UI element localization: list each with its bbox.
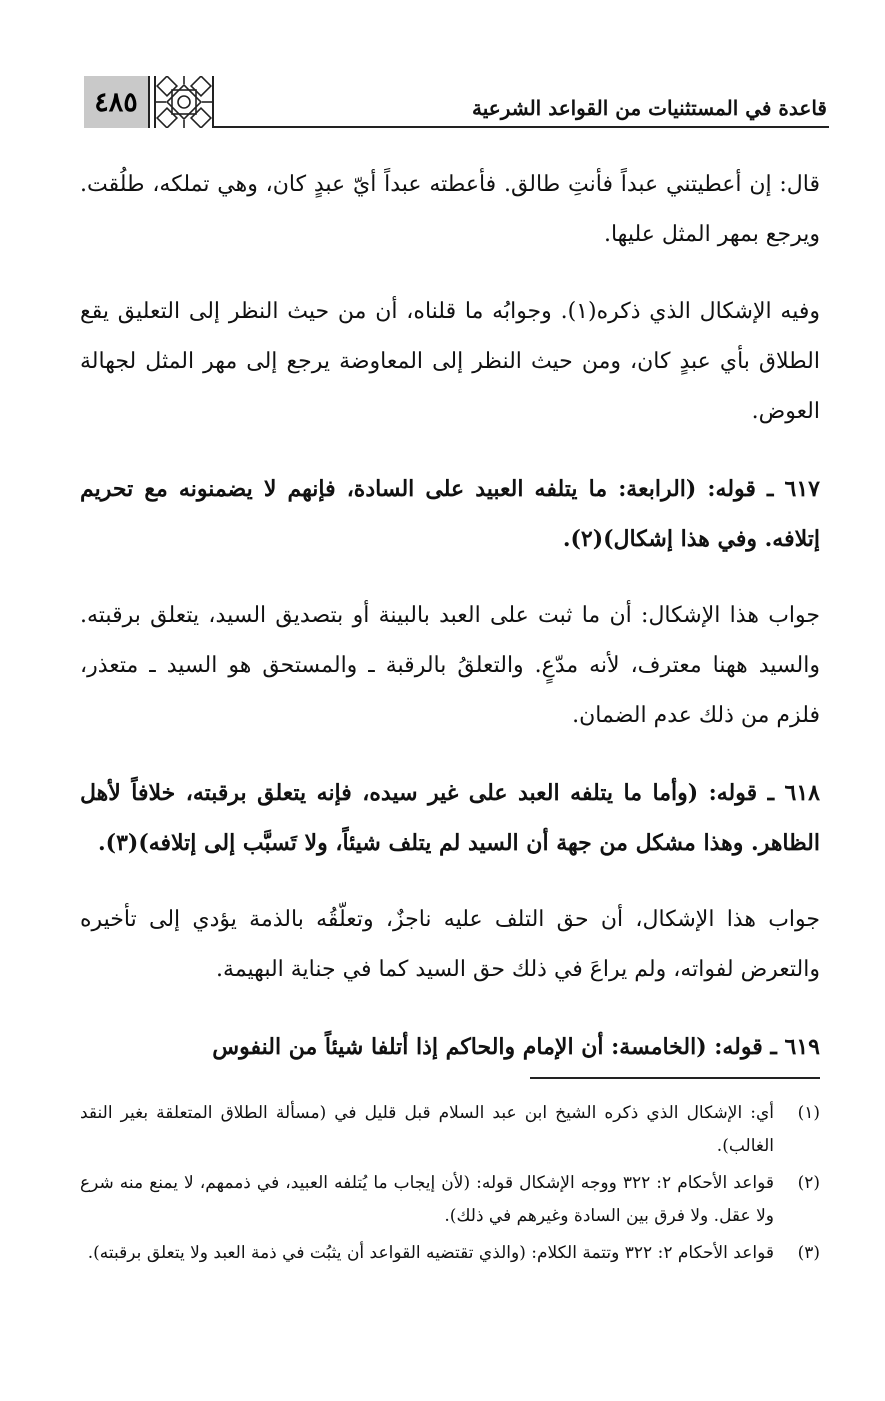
- footnote: [80, 1097, 820, 1163]
- running-title: قاعدة في المستثنيات من القواعد الشرعية: [472, 96, 827, 120]
- footnote: [80, 1167, 820, 1233]
- quoted-rule-617: ٦١٧ ـ قوله: (الرابعة: ما يتلفه العبيد على السادة، فإنهم لا يضمنونه مع تحريم إتلافه. وفي هذا إشكال)(٢).: [80, 476, 820, 552]
- footnote-number: (٣): [797, 1243, 820, 1263]
- quoted-rule-619: ٦١٩ ـ قوله: (الخامسة: أن الإمام والحاكم إذا أتلفا شيئاً من النفوس: [212, 1034, 820, 1060]
- paragraph: وفيه الإشكال الذي ذكره(١). وجوابُه ما قلناه، أن من حيث النظر إلى التعليق يقع الطلاق بأي عبدٍ كان، ومن حيث النظر إلى المعاوضة يرجع إلى مهر المثل لجهالة العوض.: [80, 299, 820, 424]
- footnote: [80, 1237, 820, 1270]
- footnote-text: أي: الإشكال الذي ذكره الشيخ ابن عبد السلام قبل قليل في (مسألة الطلاق المتعلقة بغير النقد الغالب).: [80, 1103, 774, 1156]
- quoted-rule-618: ٦١٨ ـ قوله: (وأما ما يتلفه العبد على غير سيده، فإنه يتعلق برقبته، خلافاً لأهل الظاهر. وهذا مشكل من جهة أن السيد لم يتلف شيئاً، ولا تَسبَّب إلى إتلافه)(٣).: [80, 780, 820, 856]
- paragraph: جواب هذا الإشكال، أن حق التلف عليه ناجزٌ، وتعلّقُه بالذمة يؤدي إلى تأخيره والتعرض لفواته، ولم يراعَ في ذلك حق السيد كما في جناية البهيمة.: [80, 907, 820, 982]
- footnote-text: قواعد الأحكام ٢: ٣٢٢ ووجه الإشكال قوله: (لأن إيجاب ما يُتلفه العبيد، في ذممهم، لا يمنع منه شرع ولا عقل. ولا فرق بين السادة وغيرهم في ذلك).: [80, 1173, 774, 1226]
- footnote-text: قواعد الأحكام ٢: ٣٢٢ وتتمة الكلام: (والذي تقتضيه القواعد أن يثبُت في ذمة العبد ولا يتعلق برقبته).: [87, 1243, 774, 1263]
- main-text: [80, 160, 820, 1072]
- page-number: ٤٨٥: [84, 76, 150, 128]
- footnote-number: (٢): [797, 1173, 820, 1193]
- page-header: [84, 76, 829, 128]
- footnote-divider: [530, 1077, 820, 1079]
- footnotes: [80, 1097, 820, 1274]
- paragraph: جواب هذا الإشكال: أن ما ثبت على العبد بالبينة أو بتصديق السيد، يتعلق برقبته. والسيد ههنا معترف، لأنه مدّعٍ. والتعلقُ بالرقبة ـ والمستحق هو السيد ـ متعذر، فلزم من ذلك عدم الضمان.: [80, 603, 820, 728]
- header-divider: [214, 126, 829, 128]
- ornament-icon: [154, 76, 214, 128]
- paragraph: قال: إن أعطيتني عبداً فأنتِ طالق. فأعطته عبداً أيّ عبدٍ كان، وهي تملكه، طلُقت. ويرجع بمهر المثل عليها.: [80, 172, 820, 247]
- footnote-number: (١): [797, 1103, 820, 1123]
